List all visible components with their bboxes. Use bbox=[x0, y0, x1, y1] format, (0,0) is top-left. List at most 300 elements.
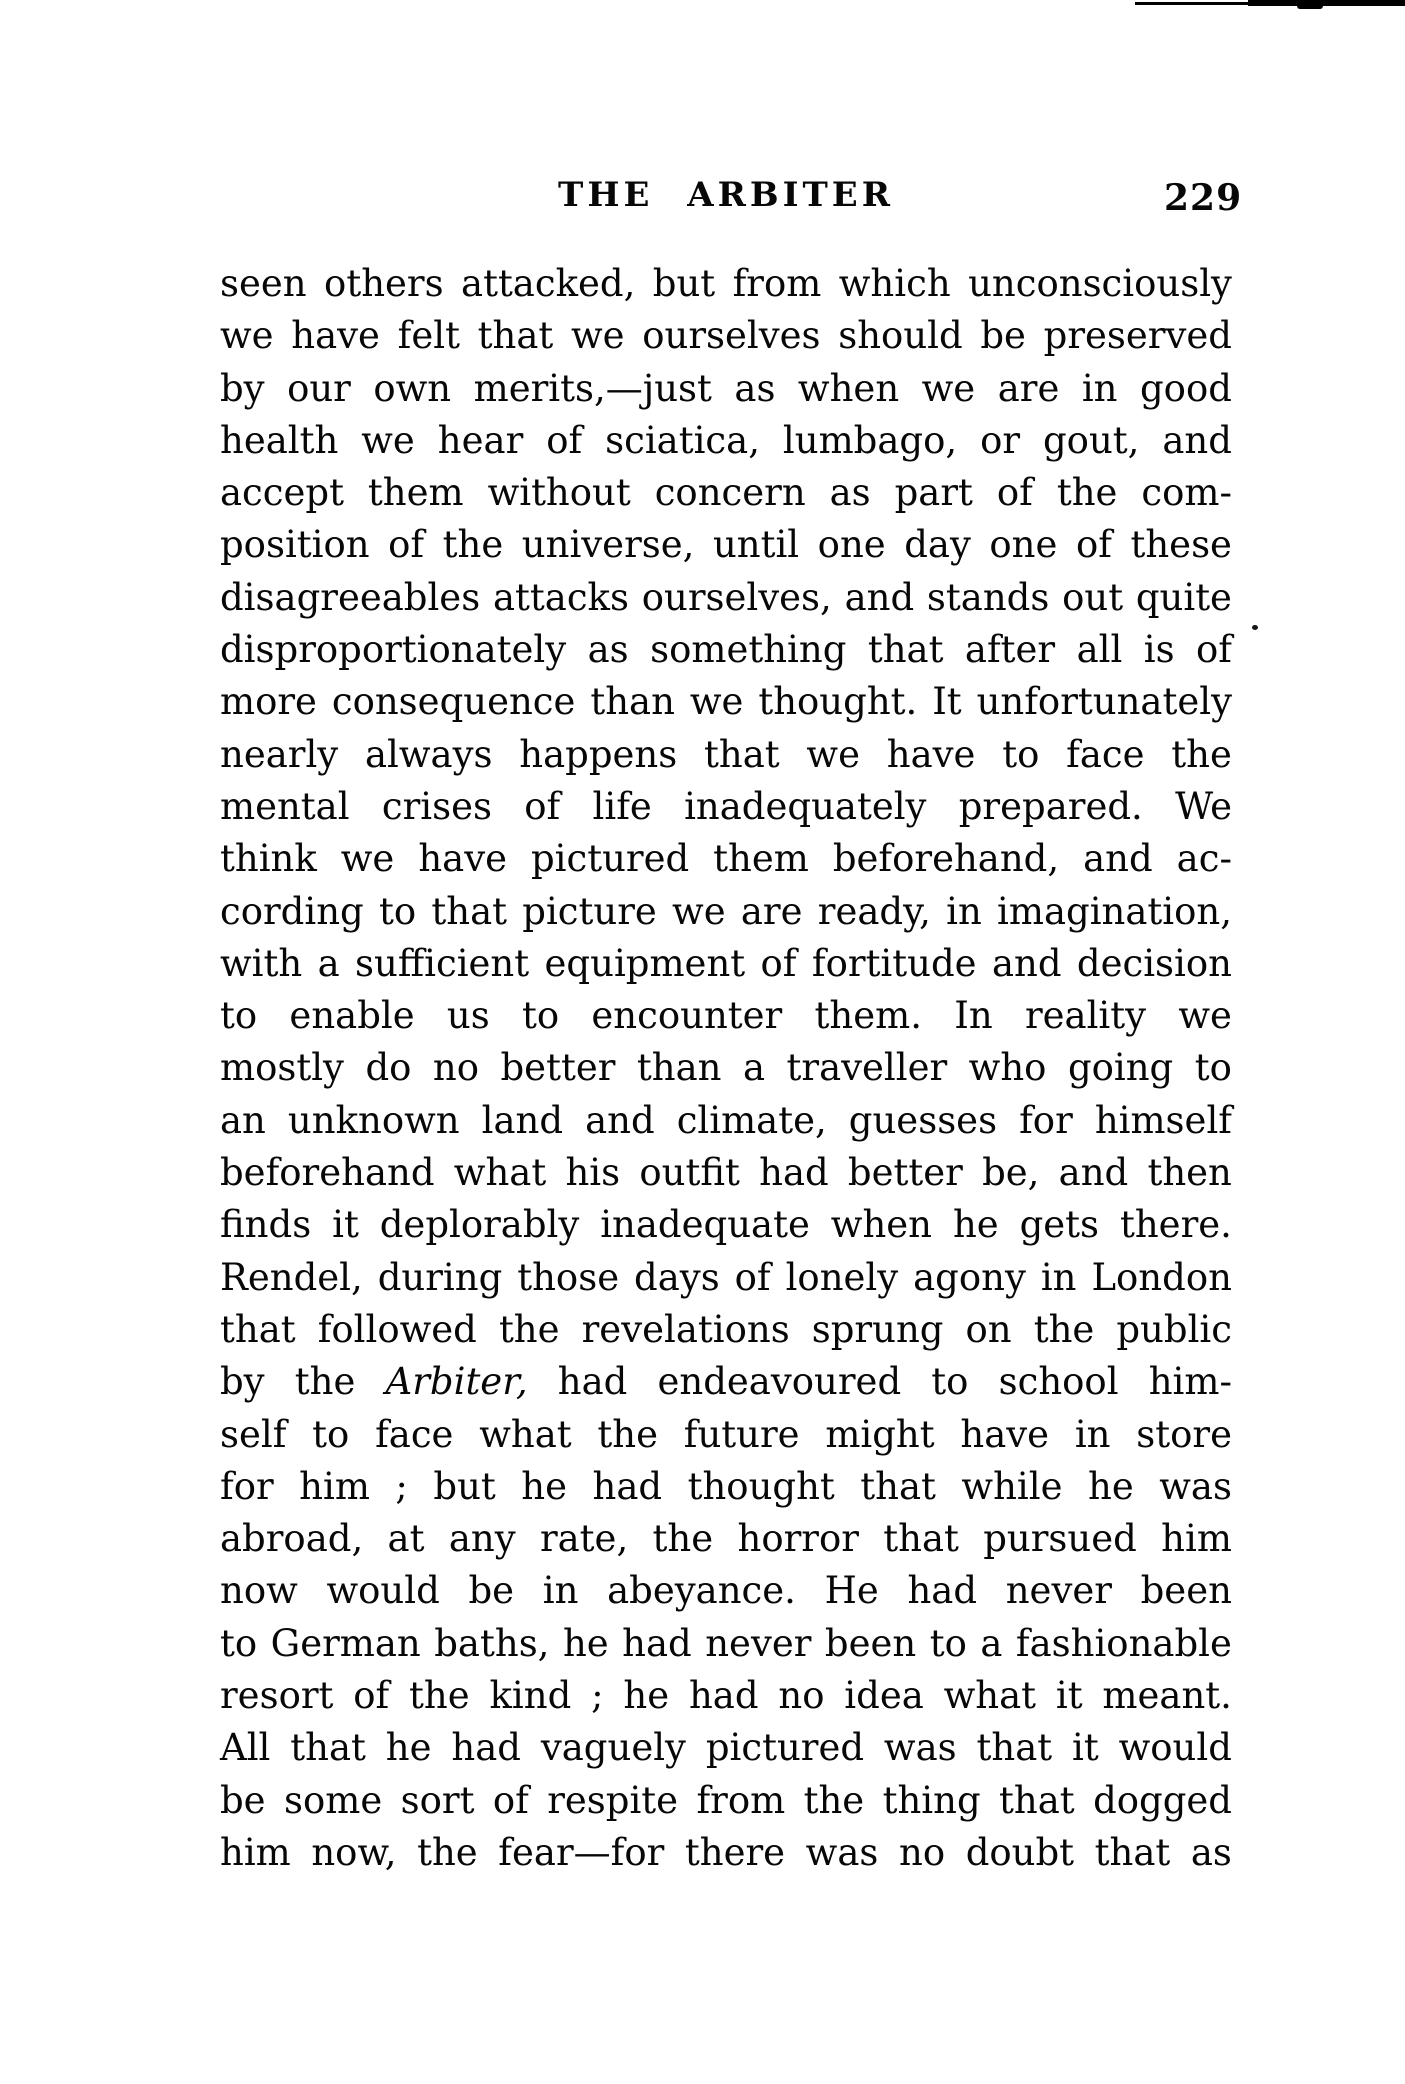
text-line bbox=[220, 576, 1232, 628]
word: been bbox=[824, 1621, 917, 1665]
word: that bbox=[431, 889, 508, 933]
word: no bbox=[778, 1674, 825, 1718]
word: and bbox=[1058, 1151, 1129, 1195]
word: what bbox=[453, 1151, 547, 1195]
word: had bbox=[688, 1674, 759, 1718]
word: It bbox=[932, 680, 962, 724]
word: it bbox=[1055, 1674, 1083, 1718]
text-line bbox=[220, 994, 1232, 1046]
text-line bbox=[220, 1099, 1232, 1151]
word: abroad, bbox=[220, 1517, 364, 1561]
word: had bbox=[907, 1569, 978, 1613]
word: them bbox=[713, 837, 809, 881]
scan-artifact-ink-speck bbox=[1252, 625, 1258, 630]
word: would bbox=[326, 1569, 440, 1613]
text-line bbox=[220, 523, 1232, 575]
word: he bbox=[562, 1621, 609, 1665]
word: of bbox=[1075, 523, 1112, 567]
word: lonely bbox=[785, 1255, 899, 1299]
word: any bbox=[448, 1517, 516, 1561]
word: a bbox=[980, 1621, 1003, 1665]
word: the bbox=[409, 1674, 470, 1718]
word: as bbox=[1190, 1830, 1232, 1874]
word: thing bbox=[882, 1778, 981, 1822]
word: disproportionately bbox=[220, 628, 567, 672]
word: abeyance. bbox=[607, 1569, 796, 1613]
word: attacks bbox=[492, 575, 629, 619]
word: was bbox=[805, 1830, 879, 1874]
text-line bbox=[220, 1151, 1232, 1203]
word: we bbox=[806, 732, 860, 776]
word: him bbox=[220, 1830, 291, 1874]
word: equipment bbox=[544, 941, 746, 985]
word: idea bbox=[844, 1674, 924, 1718]
word: then bbox=[1147, 1151, 1232, 1195]
word: inadequately bbox=[684, 784, 927, 828]
word: in bbox=[542, 1569, 579, 1613]
word: sufficient bbox=[355, 941, 530, 985]
word: or bbox=[980, 418, 1021, 462]
text-line bbox=[220, 314, 1232, 366]
text-line bbox=[220, 837, 1232, 889]
word: but bbox=[433, 1464, 496, 1508]
word: fortitude bbox=[811, 941, 977, 985]
word: for bbox=[220, 1464, 274, 1508]
text-line bbox=[220, 1256, 1232, 1308]
word: in bbox=[1081, 366, 1118, 410]
word: life bbox=[592, 784, 652, 828]
word: gets bbox=[1019, 1203, 1100, 1247]
word: was bbox=[1159, 1464, 1232, 1508]
word: do bbox=[365, 1046, 412, 1090]
word: days bbox=[634, 1255, 720, 1299]
running-title: THE ARBITER bbox=[558, 175, 894, 215]
page-text bbox=[220, 262, 1232, 1883]
word: and bbox=[1162, 418, 1232, 462]
word: ourselves bbox=[642, 314, 821, 358]
word: He bbox=[824, 1569, 879, 1613]
word: endeavoured bbox=[657, 1360, 902, 1404]
text-line bbox=[220, 1569, 1232, 1621]
word: others bbox=[324, 262, 444, 305]
word: that bbox=[999, 1778, 1075, 1822]
word: no bbox=[432, 1046, 480, 1090]
word: we bbox=[220, 314, 274, 358]
word: his bbox=[565, 1151, 621, 1195]
word: school bbox=[998, 1360, 1119, 1404]
word: the bbox=[498, 1307, 560, 1351]
word: at bbox=[387, 1517, 425, 1561]
word: him- bbox=[1148, 1360, 1232, 1404]
word: baths, bbox=[434, 1621, 550, 1665]
word: but bbox=[652, 262, 716, 305]
word: guesses bbox=[848, 1098, 998, 1142]
word: one bbox=[989, 523, 1058, 567]
word: as bbox=[734, 366, 776, 410]
scan-artifact-top-line bbox=[1135, 2, 1251, 5]
word: unknown bbox=[287, 1098, 460, 1142]
text-line bbox=[220, 1726, 1232, 1778]
word: All bbox=[220, 1726, 271, 1770]
italic-word: Arbiter, bbox=[385, 1360, 528, 1404]
word: no bbox=[898, 1830, 946, 1874]
word: we bbox=[570, 314, 625, 358]
word: there. bbox=[1119, 1203, 1232, 1247]
word: some bbox=[283, 1778, 383, 1822]
word: when bbox=[830, 1203, 933, 1247]
text-line bbox=[220, 942, 1232, 994]
word: was bbox=[883, 1726, 957, 1770]
word: from bbox=[732, 262, 822, 305]
word: unfortunately bbox=[976, 680, 1232, 724]
word: the bbox=[1171, 732, 1232, 776]
text-line bbox=[220, 367, 1232, 419]
word: have bbox=[418, 837, 508, 881]
text-line bbox=[220, 1517, 1232, 1569]
word: of bbox=[760, 941, 797, 985]
text-line bbox=[220, 1046, 1232, 1098]
word: respite bbox=[547, 1778, 679, 1822]
word: one bbox=[817, 523, 886, 567]
text-line bbox=[220, 471, 1232, 523]
word: he bbox=[385, 1726, 432, 1770]
word: followed bbox=[317, 1307, 477, 1351]
word: health bbox=[220, 418, 339, 462]
word: and bbox=[585, 1098, 655, 1142]
word: consequence bbox=[331, 680, 576, 724]
word: felt bbox=[397, 314, 460, 358]
word: had bbox=[557, 1360, 628, 1404]
word: should bbox=[838, 314, 963, 358]
word: he bbox=[623, 1674, 670, 1718]
word: of bbox=[388, 523, 425, 567]
word: quite bbox=[1135, 575, 1232, 619]
word: as bbox=[829, 471, 871, 515]
word: doubt bbox=[965, 1830, 1075, 1874]
text-line bbox=[220, 890, 1232, 942]
word: unconsciously bbox=[968, 262, 1232, 305]
text-line bbox=[220, 628, 1232, 680]
word: dogged bbox=[1093, 1778, 1232, 1822]
word: going bbox=[1067, 1046, 1174, 1090]
word: him bbox=[299, 1464, 370, 1508]
word: from bbox=[696, 1778, 786, 1822]
word: better bbox=[847, 1151, 963, 1195]
word: to bbox=[220, 994, 258, 1038]
word: and bbox=[991, 941, 1062, 985]
word: preserved bbox=[1043, 314, 1232, 358]
word: merits,—just bbox=[473, 366, 712, 410]
word: something bbox=[650, 628, 847, 672]
word: gout, bbox=[1042, 418, 1140, 462]
word: these bbox=[1130, 523, 1232, 567]
word: be, bbox=[982, 1151, 1040, 1195]
word: as bbox=[587, 628, 629, 672]
word: more bbox=[220, 680, 317, 724]
word: the bbox=[652, 1517, 714, 1561]
word: those bbox=[517, 1255, 620, 1299]
word: to bbox=[929, 1621, 967, 1665]
word: think bbox=[220, 837, 317, 881]
word: might bbox=[825, 1412, 935, 1456]
word: after bbox=[964, 628, 1056, 672]
word: during bbox=[377, 1255, 503, 1299]
text-line bbox=[220, 785, 1232, 837]
word: thought. bbox=[758, 680, 918, 724]
word: now, bbox=[311, 1830, 397, 1874]
word: mental bbox=[220, 784, 350, 828]
word: ourselves, bbox=[641, 575, 832, 619]
word: face bbox=[1066, 732, 1145, 776]
word: concern bbox=[654, 471, 806, 515]
scan-artifact-top-line bbox=[1248, 0, 1405, 6]
word: decision bbox=[1076, 941, 1232, 985]
word: ; bbox=[395, 1464, 408, 1508]
word: vaguely bbox=[540, 1726, 686, 1770]
word: to bbox=[220, 1621, 258, 1665]
word: for bbox=[1019, 1098, 1073, 1142]
word: outfit bbox=[639, 1151, 740, 1195]
text-line bbox=[220, 262, 1232, 314]
word: we bbox=[361, 418, 415, 462]
word: reality bbox=[1024, 994, 1147, 1038]
word: we bbox=[1178, 994, 1232, 1038]
word: to bbox=[1002, 732, 1040, 776]
word: he bbox=[521, 1464, 568, 1508]
word: the bbox=[1033, 1307, 1095, 1351]
word: of bbox=[1196, 628, 1232, 672]
word: stands bbox=[926, 575, 1050, 619]
word: finds bbox=[220, 1203, 312, 1247]
word: the bbox=[597, 1412, 658, 1456]
text-line bbox=[220, 1203, 1232, 1255]
word: are bbox=[997, 366, 1060, 410]
word: had bbox=[451, 1726, 521, 1770]
word: a bbox=[742, 1046, 766, 1090]
word: that bbox=[290, 1726, 366, 1770]
word: have bbox=[960, 1412, 1050, 1456]
text-line bbox=[220, 1308, 1232, 1360]
word: climate, bbox=[676, 1098, 827, 1142]
word: resort bbox=[220, 1674, 334, 1718]
word: to bbox=[931, 1360, 969, 1404]
word: that bbox=[220, 1307, 296, 1351]
word: on bbox=[965, 1307, 1012, 1351]
word: of bbox=[546, 418, 583, 462]
word: that bbox=[1094, 1830, 1171, 1874]
word: we bbox=[340, 837, 395, 881]
word: of bbox=[996, 471, 1033, 515]
word: that bbox=[704, 732, 780, 776]
word: hear bbox=[437, 418, 524, 462]
word: happens bbox=[519, 732, 678, 776]
word: with bbox=[220, 941, 303, 985]
word: face bbox=[375, 1412, 454, 1456]
word: he bbox=[1088, 1464, 1134, 1508]
word: revelations bbox=[581, 1307, 790, 1351]
word: all bbox=[1076, 628, 1123, 672]
word: us bbox=[446, 994, 490, 1038]
word: self bbox=[220, 1412, 287, 1456]
word: encounter bbox=[591, 994, 783, 1038]
word: inadequate bbox=[600, 1203, 810, 1247]
word: a bbox=[317, 941, 340, 985]
text-line bbox=[220, 1674, 1232, 1726]
word: public bbox=[1116, 1307, 1232, 1351]
word: we bbox=[689, 680, 744, 724]
page-number: 229 bbox=[1164, 177, 1243, 219]
word: by bbox=[220, 366, 265, 410]
word: imagination, bbox=[997, 889, 1232, 933]
word: have bbox=[886, 732, 976, 776]
word: fashionable bbox=[1015, 1621, 1232, 1665]
word: our bbox=[287, 366, 351, 410]
word: accept bbox=[220, 471, 344, 515]
word: sprung bbox=[811, 1307, 944, 1351]
word: good bbox=[1140, 366, 1232, 410]
word: to bbox=[521, 994, 560, 1038]
word: it bbox=[1072, 1726, 1099, 1770]
word: who bbox=[968, 1046, 1047, 1090]
word: part bbox=[894, 471, 973, 515]
word: when bbox=[797, 366, 900, 410]
word: than bbox=[590, 680, 675, 724]
word: the bbox=[1056, 471, 1118, 515]
word: beforehand bbox=[220, 1151, 435, 1195]
word: have bbox=[291, 314, 380, 358]
word: of bbox=[492, 1778, 529, 1822]
word: that bbox=[867, 628, 944, 672]
scan-artifact-top-blob bbox=[1297, 0, 1323, 9]
word: better bbox=[500, 1046, 616, 1090]
word: the bbox=[442, 523, 504, 567]
word: never bbox=[705, 1621, 812, 1665]
word: position bbox=[220, 523, 370, 567]
word: we bbox=[672, 889, 726, 933]
word: in bbox=[1074, 1412, 1111, 1456]
word: to bbox=[312, 1412, 350, 1456]
word: mostly bbox=[220, 1046, 344, 1090]
word: meant. bbox=[1102, 1674, 1232, 1718]
word: enable bbox=[289, 994, 415, 1038]
word: them. bbox=[814, 994, 922, 1038]
word: cording bbox=[220, 889, 364, 933]
word: com- bbox=[1141, 471, 1232, 515]
word: an bbox=[220, 1098, 266, 1142]
word: without bbox=[487, 471, 631, 515]
word: day bbox=[904, 523, 971, 567]
word: of bbox=[524, 784, 561, 828]
word: than bbox=[636, 1046, 722, 1090]
word: had bbox=[622, 1621, 692, 1665]
word: which bbox=[838, 262, 951, 305]
word: land bbox=[481, 1098, 564, 1142]
word: agony bbox=[913, 1255, 1026, 1299]
word: German bbox=[270, 1621, 421, 1665]
word: been bbox=[1140, 1569, 1232, 1613]
word: fear—for bbox=[498, 1830, 665, 1874]
word: it bbox=[332, 1203, 359, 1247]
word: In bbox=[954, 994, 993, 1038]
word: own bbox=[373, 366, 452, 410]
word: we bbox=[921, 366, 976, 410]
word: himself bbox=[1094, 1098, 1232, 1142]
word: he bbox=[952, 1203, 999, 1247]
word: never bbox=[1005, 1569, 1112, 1613]
word: always bbox=[364, 732, 493, 776]
word: now bbox=[220, 1569, 298, 1613]
text-line bbox=[220, 1360, 1232, 1412]
word: the bbox=[294, 1360, 356, 1404]
word: lumbago, bbox=[782, 418, 958, 462]
word: be bbox=[980, 314, 1026, 358]
text-line bbox=[220, 1465, 1232, 1517]
text-line bbox=[220, 419, 1232, 471]
word: that bbox=[976, 1726, 1053, 1770]
word: sciatica, bbox=[605, 418, 760, 462]
word: nearly bbox=[220, 732, 339, 776]
word: him bbox=[1161, 1517, 1232, 1561]
word: to bbox=[378, 889, 417, 933]
word: disagreeables bbox=[220, 575, 481, 619]
text-line bbox=[220, 1831, 1232, 1883]
word: there bbox=[684, 1830, 786, 1874]
word: while bbox=[961, 1464, 1063, 1508]
word: are bbox=[740, 889, 803, 933]
word: horror bbox=[737, 1517, 859, 1561]
word: what bbox=[479, 1412, 572, 1456]
word: Rendel, bbox=[220, 1255, 363, 1299]
text-line bbox=[220, 680, 1232, 732]
word: We bbox=[1175, 784, 1232, 828]
word: crises bbox=[381, 784, 492, 828]
word: in bbox=[946, 889, 982, 933]
text-line bbox=[220, 1622, 1232, 1674]
word: by bbox=[220, 1360, 265, 1404]
word: kind bbox=[489, 1674, 572, 1718]
word: sort bbox=[400, 1778, 475, 1822]
word: seen bbox=[220, 262, 307, 305]
word: universe, bbox=[521, 523, 695, 567]
word: pursued bbox=[983, 1517, 1137, 1561]
word: beforehand, bbox=[832, 837, 1060, 881]
word: traveller bbox=[786, 1046, 948, 1090]
word: them bbox=[367, 471, 464, 515]
word: to bbox=[1194, 1046, 1232, 1090]
word: until bbox=[712, 523, 800, 567]
word: of bbox=[734, 1255, 771, 1299]
word: deplorably bbox=[379, 1203, 580, 1247]
text-line bbox=[220, 733, 1232, 785]
word: had bbox=[592, 1464, 663, 1508]
word: attacked, bbox=[461, 262, 636, 305]
word: the bbox=[803, 1778, 865, 1822]
word: picture bbox=[522, 889, 657, 933]
word: be bbox=[468, 1569, 515, 1613]
word: and bbox=[844, 575, 915, 619]
word: ; bbox=[591, 1674, 604, 1718]
word: of bbox=[353, 1674, 390, 1718]
text-line bbox=[220, 1413, 1232, 1465]
word: is bbox=[1143, 628, 1175, 672]
word: the bbox=[417, 1830, 478, 1874]
text-line bbox=[220, 1779, 1232, 1831]
word: pictured bbox=[530, 837, 690, 881]
word: ready, bbox=[817, 889, 931, 933]
word: pictured bbox=[705, 1726, 865, 1770]
word: and bbox=[1083, 837, 1153, 881]
word: store bbox=[1136, 1412, 1232, 1456]
